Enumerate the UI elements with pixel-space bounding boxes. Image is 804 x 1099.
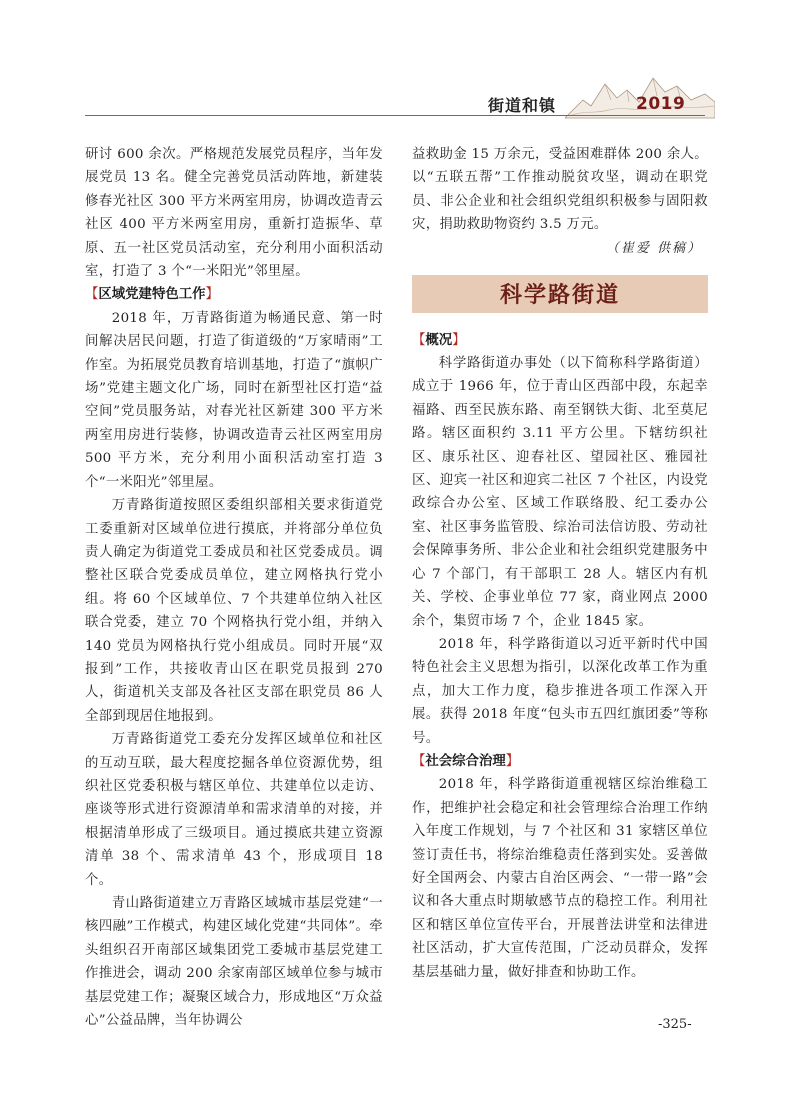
left-column bbox=[85, 143, 383, 1032]
right-column bbox=[412, 143, 708, 984]
heading-bracket-open: 【 bbox=[85, 287, 99, 303]
page-header bbox=[0, 0, 804, 120]
paragraph: 青山路街道建立万青路区域城市基层党建“一核四融”工作模式，构建区域化党建“共同体”。牵头组织召开南部区域集团党工委城市基层党建工作推进会，调动 200 余家南部区域单位参与城市基层党建工作；凝聚区域合力，形成地区“万众益心”公益品牌，当年协调公 bbox=[85, 896, 383, 1029]
paragraph: 2018 年，科学路街道以习近平新时代中国特色社会主义思想为指引，以深化改革工作为重点，加大工作力度，稳步推进各项工作深入开展。获得 2018 年度“包头市五四红旗团委”等称号。 bbox=[412, 636, 708, 746]
heading-bracket-open: 【 bbox=[412, 753, 426, 769]
paragraph: 科学路街道办事处（以下简称科学路街道）成立于 1966 年，位于青山区西部中段，东起幸福路、西至民族东路、南至钢铁大街、北至莫尼路。辖区面积约 3.11 平方公里。下辖纺织社区、康乐社区、迎春社区、望园社区、雅园社区、迎宾一社区和迎宾二社区 7 个社区，内设党政综合办公室、区域工作联络股、纪工委办公室、社区事务监管股、综治司法信访股、劳动社会保障事务所、非公企业和社会组织党建服务中心 7 个部门，有干部职工 28 人。辖区内有机关、学校、企事业单位 77 家，商业网点 2000 余个，集贸市场 7 个，企业 1845 家。 bbox=[412, 356, 708, 629]
heading-bracket-close: 】 bbox=[205, 287, 219, 303]
section-heading bbox=[412, 750, 708, 773]
author-credit: （崔爱 供稿） bbox=[605, 240, 702, 256]
heading-bracket-close: 】 bbox=[452, 332, 466, 348]
heading-bracket-close: 】 bbox=[505, 753, 520, 769]
heading-text: 社会综合治理 bbox=[425, 753, 506, 769]
section-title-banner bbox=[412, 275, 708, 313]
paragraph: 益救助金 15 万余元，受益困难群体 200 余人。以“五联五帮”工作推动脱贫攻坚，调动在职党员、非公企业和社会组织党组织积极参与固阳救灾，捐助救助物资约 3.5 万元。 bbox=[412, 147, 708, 233]
section-heading bbox=[412, 329, 708, 352]
section-heading bbox=[85, 283, 383, 306]
header-divider bbox=[85, 115, 705, 116]
paragraph: 万青路街道党工委充分发挥区域单位和社区的互动互联，最大程度挖掘各单位资源优势，组织社区党委积极与辖区单位、共建单位以走访、座谈等形式进行资源清单和需求清单的对接，并根据清单形成了三级项目。通过摸底共建立资源清单 38 个、需求清单 43 个，形成项目 18 个。 bbox=[85, 732, 383, 888]
heading-text: 区域党建特色工作 bbox=[98, 287, 206, 303]
paragraph: 2018 年，科学路街道重视辖区综治维稳工作，把维护社会稳定和社会管理综合治理工作纳入年度工作规划，与 7 个社区和 31 家辖区单位签订责任书，将综治维稳责任落到实处。妥善做好全国两会、内蒙古自治区两会、“一带一路”会议和各大重点时期敏感节点的稳控工作。利用社区和辖区单位宣传平台，开展普法讲堂和法律进社区活动，扩大宣传范围，广泛动员群众，发挥基层基础力量，做好排查和协助工作。 bbox=[412, 777, 708, 980]
section-title: 科学路街道 bbox=[499, 283, 620, 309]
page-number: -325- bbox=[658, 1017, 692, 1032]
heading-text: 概况 bbox=[425, 332, 453, 348]
header-year: 2019 bbox=[636, 94, 686, 114]
paragraph: 万青路街道按照区委组织部相关要求街道党工委重新对区域单位进行摸底，并将部分单位负责人确定为街道党工委成员和社区党委成员。调整社区联合党委成员单位，建立网格执行党小组。将 60 个区域单位、7 个共建单位纳入社区联合党委，建立 70 个网格执行党小组，并纳入 140 党员为网格执行党小组成员。同时开展“双报到”工作，共接收青山区在职党员报到 270 人，街道机关支部及各社区支部在职党员 86 人全部到现居住地报到。 bbox=[85, 498, 383, 724]
paragraph: 研讨 600 余次。严格规范发展党员程序，当年发展党员 13 名。健全完善党员活动阵地，新建装修春光社区 300 平方米两室用房，协调改造青云社区 400 平方米两室用房，重新打造振华、草原、五一社区党员活动室，充分利用小面积活动室，打造了 3 个“一米阳光”邻里屋。 bbox=[85, 147, 383, 280]
header-title: 街道和镇 bbox=[488, 96, 557, 115]
heading-bracket-open: 【 bbox=[412, 332, 426, 348]
paragraph: 2018 年，万青路街道为畅通民意、第一时间解决居民问题，打造了街道级的“万家晴雨”工作室。为拓展党员教育培训基地，打造了“旗帜广场”党建主题文化广场，同时在新型社区打造“益空间”党员服务站，对春光社区新建 300 平方米两室用房进行装修，协调改造青云社区两室用房 500 平方米，充分利用小面积活动室打造 3 个“一米阳光”邻里屋。 bbox=[85, 310, 383, 490]
